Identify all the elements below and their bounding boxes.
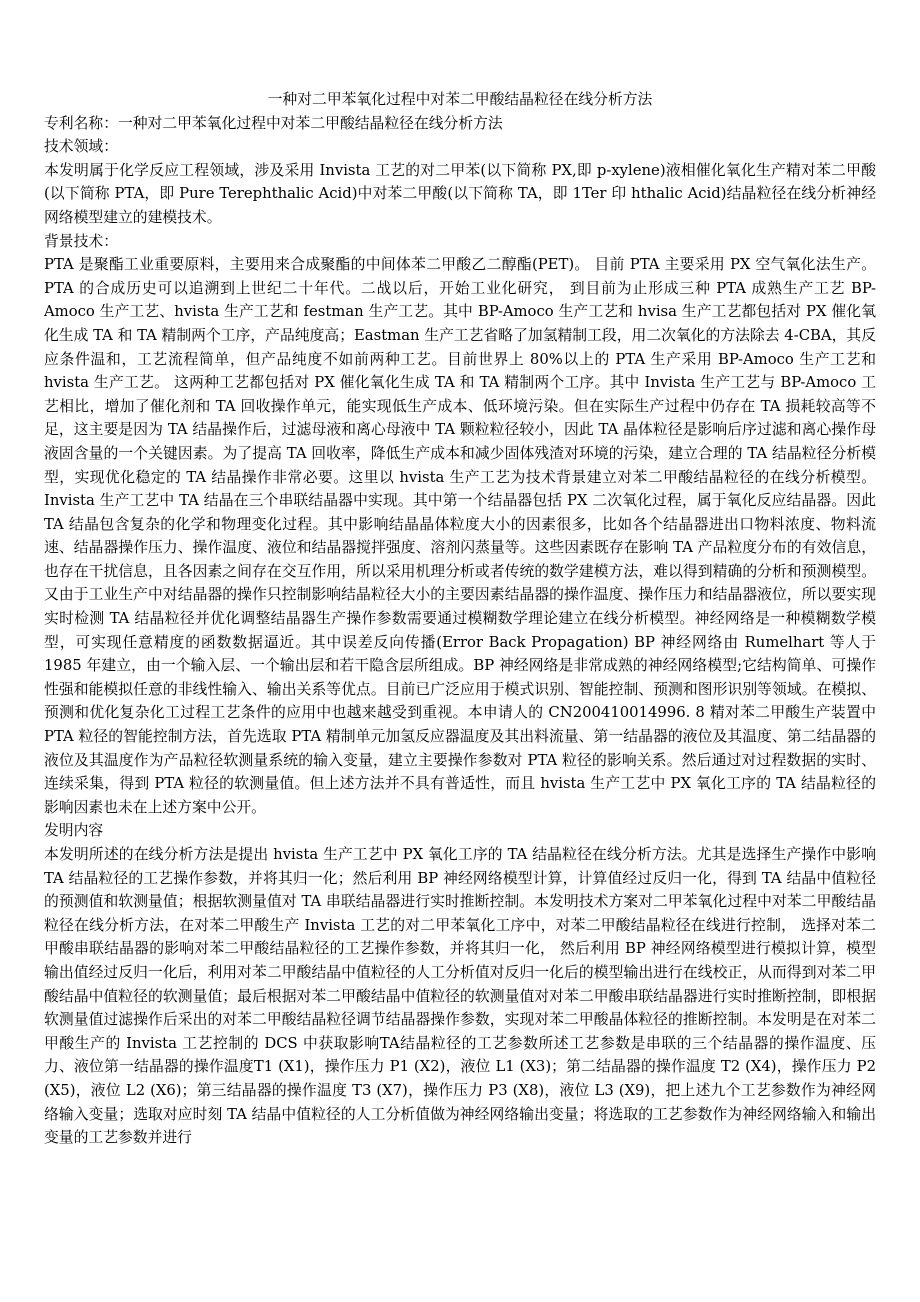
section-body-technical-field: 本发明属于化学反应工程领域，涉及采用 Invista 工艺的对二甲苯(以下简称 PX,即 p-xylene)液相催化氧化生产精对苯二甲酸(以下简称 PTA，即 Pure Terephthalic Acid)中对苯二甲酸(以下简称 TA，即 1Ter 印 hthalic Acid)结晶粒径在线分析神经网络模型建立的建模技术。	[44, 161, 876, 226]
section-heading-technical-field: 技术领域：	[44, 138, 118, 156]
document-title: 一种对二甲苯氧化过程中对苯二甲酸结晶粒径在线分析方法	[267, 91, 653, 108]
section-heading-background: 背景技术：	[44, 232, 118, 250]
section-heading-invention: 发明内容	[44, 822, 104, 840]
section-body-background: PTA 是聚酯工业重要原料，主要用来合成聚酯的中间体苯二甲酸乙二醇酯(PET)。 目前 PTA 主要采用 PX 空气氧化法生产。PTA 的合成历史可以追溯到上世纪二十年代。二战以后，开始工业化研究， 到目前为止形成三种 PTA 成熟生产工艺 BP-Amoco 生产工艺、hvista 生产工艺和 festman 生产工艺。其中 BP-Amoco 生产工艺和 hvisa 生产工艺都包括对 PX 催化氧化生成 TA 和 TA 精制两个工序，产品纯度高；Eastman 生产工艺省略了加氢精制工段，用二次氧化的方法除去 4-CBA，其反应条件温和，工艺流程简单，但产品纯度不如前两种工艺。目前世界上 80%以上的 PTA 生产采用 BP-Amoco 生产工艺和 hvista 生产工艺。 这两种工艺都包括对 PX 催化氧化生成 TA 和 TA 精制两个工序。其中 Invista 生产工艺与 BP-Amoco 工艺相比，增加了催化剂和 TA 回收操作单元，能实现低生产成本、低环境污染。但在实际生产过程中仍存在 TA 损耗较高等不足，这主要是因为 TA 结晶操作后，过滤母液和离心母液中 TA 颗粒粒径较小，因此 TA 晶体粒径是影响后序过滤和离心操作母液固含量的一个关键因素。为了提高 TA 回收率，降低生产成本和减少固体残渣对环境的污染，建立合理的 TA 结晶粒径分析模型，实现优化稳定的 TA 结晶操作非常必要。这里以 hvista 生产工艺为技术背景建立对苯二甲酸结晶粒径的在线分析模型。Invista 生产工艺中 TA 结晶在三个串联结晶器中实现。其中第一个结晶器包括 PX 二次氧化过程，属于氧化反应结晶器。因此 TA 结晶包含复杂的化学和物理变化过程。其中影响结晶晶体粒度大小的因素很多，比如各个结晶器进出口物料浓度、物料流速、结晶器操作压力、操作温度、液位和结晶器搅拌强度、溶剂闪蒸量等。这些因素既存在影响 TA 产品粒度分布的有效信息，也存在干扰信息，且各因素之间存在交互作用，所以采用机理分析或者传统的数学建模方法，难以得到精确的分析和预测模型。又由于工业生产中对结晶器的操作只控制影响结晶粒径大小的主要因素结晶器的操作温度、操作压力和结晶器液位，所以要实现实时检测 TA 结晶粒径并优化调整结晶器生产操作参数需要通过模糊数学理论建立在线分析模型。神经网络是一种模糊数学模型，可实现任意精度的函数数据逼近。其中误差反向传播(Error Back Propagation) BP 神经网络由 Rumelhart 等人于 1985 年建立，由一个输入层、一个输出层和若干隐含层所组成。BP 神经网络是非常成熟的神经网络模型;它结构简单、可操作性强和能模拟任意的非线性输入、输出关系等优点。目前已广泛应用于模式识别、智能控制、预测和图形识别等领域。在模拟、预测和优化复杂化工过程工艺条件的应用中也越来越受到重视。本申请人的 CN200410014996. 8 精对苯二甲酸生产装置中 PTA 粒径的智能控制方法，首先选取 PTA 精制单元加氢反应器温度及其出料流量、第一结晶器的液位及其温度、第二结晶器的液位及其温度作为产品粒径软测量系统的输入变量，建立主要操作参数对 PTA 粒径的影响关系。然后通过对过程数据的实时、连续采集，得到 PTA 粒径的软测量值。但上述方法并不具有普适性，而且 hvista 生产工艺中 PX 氧化工序的 TA 结晶粒径的影响因素也未在上述方案中公开。	[44, 256, 876, 816]
section-body-invention: 本发明所述的在线分析方法是提出 hvista 生产工艺中 PX 氧化工序的 TA 结晶粒径在线分析方法。尤其是选择生产操作中影响 TA 结晶粒径的工艺操作参数，并将其归一化；然后利用 BP 神经网络模型计算，计算值经过反归一化，得到 TA 结晶中值粒径的预测值和软测量值；根据软测量值对 TA 串联结晶器进行实时推断控制。本发明技术方案对二甲苯氧化过程中对苯二甲酸结晶粒径在线分析方法，在对苯二甲酸生产 Invista 工艺的对二甲苯氧化工序中，对苯二甲酸结晶粒径在线进行控制， 选择对苯二甲酸串联结晶器的影响对苯二甲酸结晶粒径的工艺操作参数，并将其归一化， 然后利用 BP 神经网络模型进行模拟计算，模型输出值经过反归一化后，利用对苯二甲酸结晶中值粒径的人工分析值对反归一化后的模型输出进行在线校正，从而得到对苯二甲酸结晶中值粒径的软测量值；最后根据对苯二甲酸结晶中值粒径的软测量值对对苯二甲酸串联结晶器进行实时推断控制，即根据软测量值过滤操作后采出的对苯二甲酸结晶粒径调节结晶器操作参数，实现对苯二甲酸晶体粒径的推断控制。本发明是在对苯二甲酸生产的 Invista 工艺控制的 DCS 中获取影响TA结晶粒径的工艺参数所述工艺参数是串联的三个结晶器的操作温度、压力、液位第一结晶器的操作温度T1 (X1)，操作压力 P1 (X2)，液位 L1 (X3)；第二结晶器的操作温度 T2 (X4)，操作压力 P2 (X5)，液位 L2 (X6)；第三结晶器的操作温度 T3 (X7)，操作压力 P3 (X8)，液位 L3 (X9)，把上述九个工艺参数作为神经网络输入变量；选取对应时刻 TA 结晶中值粒径的人工分析值做为神经网络输出变量；将选取的工艺参数作为神经网络输入和输出变量的工艺参数并进行	[44, 846, 876, 1147]
patent-name-line: 专利名称：一种对二甲苯氧化过程中对苯二甲酸结晶粒径在线分析方法	[44, 114, 503, 132]
